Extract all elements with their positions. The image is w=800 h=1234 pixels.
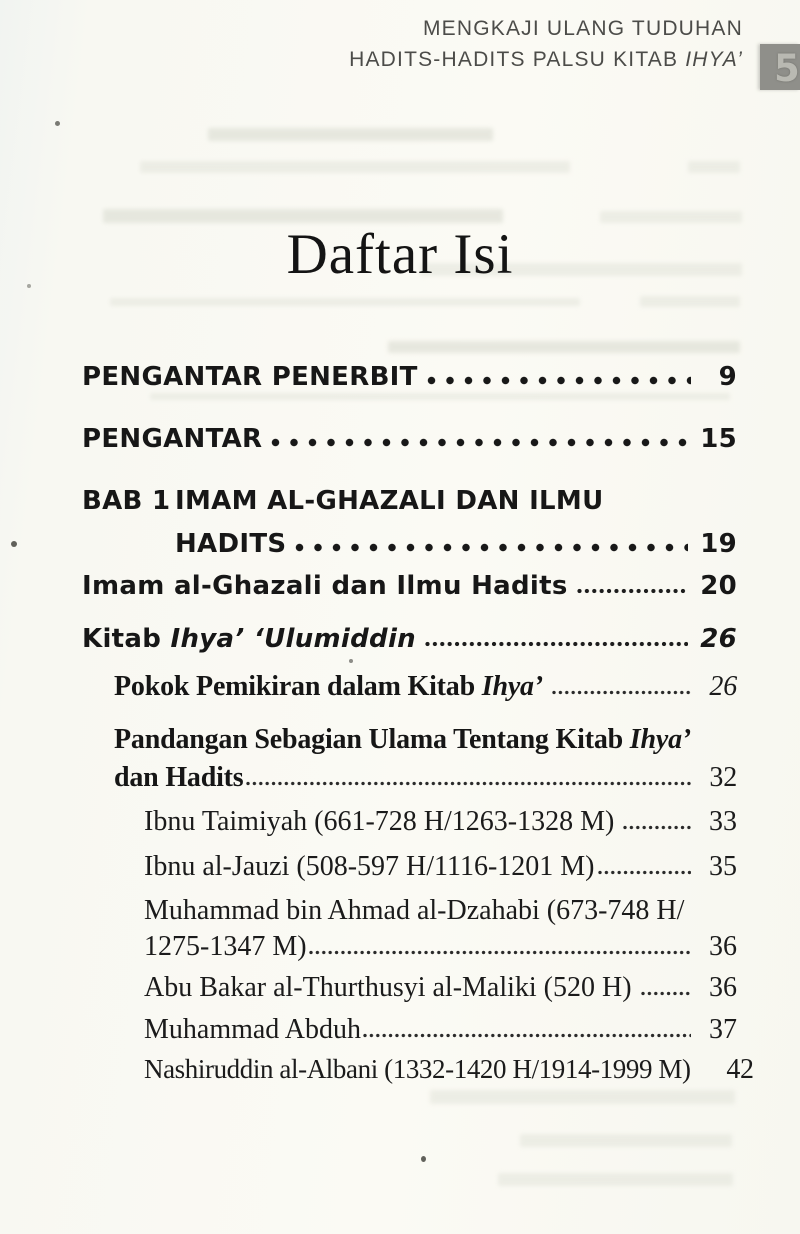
toc-page-number: 35	[709, 851, 737, 882]
dot-leader	[425, 641, 688, 647]
toc-entry-pandangan-line1	[114, 724, 737, 756]
dot-leader	[623, 825, 691, 830]
toc-page-number: 9	[718, 362, 737, 392]
toc-label-italic: Ihya’	[629, 724, 692, 755]
dot-leader	[271, 438, 688, 447]
toc-entry-ibnu-aljauzi	[144, 851, 737, 883]
bleedthrough-line	[103, 209, 503, 223]
bleedthrough-line	[150, 393, 730, 400]
dot-leader	[552, 690, 691, 695]
toc-entry-pokok-pemikiran	[114, 671, 737, 703]
bleedthrough-line	[520, 1134, 732, 1147]
toc-label: Ibnu Taimiyah (661-728 H/1263-1328 M)	[144, 806, 615, 837]
dot-leader	[641, 991, 691, 996]
toc-label: Kitab Ihya’ ‘Ulumiddin	[82, 624, 416, 654]
toc-page-number: 32	[709, 762, 737, 793]
toc-entry-bab1-line1	[82, 486, 737, 516]
bleedthrough-line	[388, 341, 740, 353]
toc-label: Nashiruddin al-Albani (1332-1420 H/1914-1999 M)	[144, 1054, 691, 1084]
toc-page-number: 36	[709, 972, 737, 1003]
toc-entry-pengantar-penerbit	[82, 362, 737, 392]
toc-entry-pengantar	[82, 424, 737, 454]
ink-speck	[55, 121, 60, 126]
toc-entry-pandangan-line2	[114, 762, 737, 794]
dot-leader	[598, 870, 691, 875]
toc-label: dan Hadits	[114, 762, 244, 793]
dot-leader	[363, 1033, 691, 1038]
bleedthrough-line	[498, 1173, 733, 1186]
bleedthrough-line	[640, 296, 740, 307]
toc-entry-dzahabi-line1	[144, 895, 737, 927]
toc-page-number: 20	[700, 571, 737, 601]
toc-label: Imam al-Ghazali dan Ilmu Hadits	[82, 571, 568, 601]
toc-entry-kitab-ihya	[82, 624, 737, 654]
page-number: 5	[774, 47, 800, 90]
toc-entry-ibnu-taimiyah	[144, 806, 737, 838]
toc-label: Muhammad Abduh	[144, 1014, 361, 1045]
dot-leader	[295, 543, 688, 552]
toc-page-number: 36	[709, 931, 737, 962]
toc-label: Pokok Pemikiran dalam Kitab Ihya’	[114, 671, 543, 702]
bleedthrough-line	[140, 161, 570, 173]
page-title: Daftar Isi	[286, 223, 514, 286]
ink-speck	[349, 659, 353, 663]
toc-label: Muhammad bin Ahmad al-Dzahabi (673-748 H/	[144, 895, 685, 926]
toc-entry-dzahabi-line2	[144, 931, 737, 963]
bleedthrough-line	[110, 298, 580, 306]
toc-label: Pandangan Sebagian Ulama Tentang Kitab Ihya’	[114, 724, 692, 755]
toc-label: 1275-1347 M)	[144, 931, 307, 962]
toc-label: Abu Bakar al-Thurthusyi al-Maliki (520 H)	[144, 972, 632, 1003]
bleedthrough-line	[208, 128, 493, 141]
toc-page-number: 33	[709, 806, 737, 837]
running-head-line2: HADITS-HADITS PALSU KITAB IHYA’	[349, 48, 743, 71]
toc-entry-bab1-line2	[175, 529, 737, 559]
running-head-ihya-italic: IHYA’	[685, 48, 743, 71]
toc-label: Ibnu al-Jauzi (508-597 H/1116-1201 M)	[144, 851, 595, 882]
dot-leader	[577, 588, 689, 594]
toc-page-number: 19	[700, 529, 737, 559]
ink-speck	[11, 541, 17, 547]
toc-page-number: 37	[709, 1014, 737, 1045]
toc-entry-abu-bakar	[144, 972, 737, 1004]
toc-label-italic: Ihya’	[481, 671, 543, 702]
chapter-number: BAB 1	[82, 486, 171, 516]
dot-leader	[246, 781, 692, 786]
bleedthrough-line	[688, 161, 740, 173]
running-head-line1: MENGKAJI ULANG TUDUHAN	[422, 17, 743, 40]
toc-entry-albani	[144, 1054, 754, 1086]
page-number-tab	[760, 44, 800, 90]
toc-label: PENGANTAR	[82, 424, 263, 454]
toc-page-number: 26	[709, 671, 737, 702]
toc-label: PENGANTAR PENERBIT	[82, 362, 418, 392]
toc-entry-imam-alghazali	[82, 571, 737, 601]
ink-speck	[421, 1156, 426, 1162]
toc-label: HADITS	[175, 529, 287, 559]
toc-entry-muhammad-abduh	[144, 1014, 737, 1046]
dot-leader	[427, 376, 691, 385]
running-head	[349, 13, 743, 75]
toc-page-number: 42	[726, 1054, 754, 1085]
toc-page-number: 15	[700, 424, 737, 454]
dot-leader	[309, 950, 691, 955]
toc-page-number: 26	[700, 624, 737, 654]
bleedthrough-line	[430, 1090, 735, 1104]
toc-label: IMAM AL-GHAZALI DAN ILMU	[175, 486, 604, 516]
toc-label-italic: Ihya’ ‘Ulumiddin	[170, 624, 416, 654]
